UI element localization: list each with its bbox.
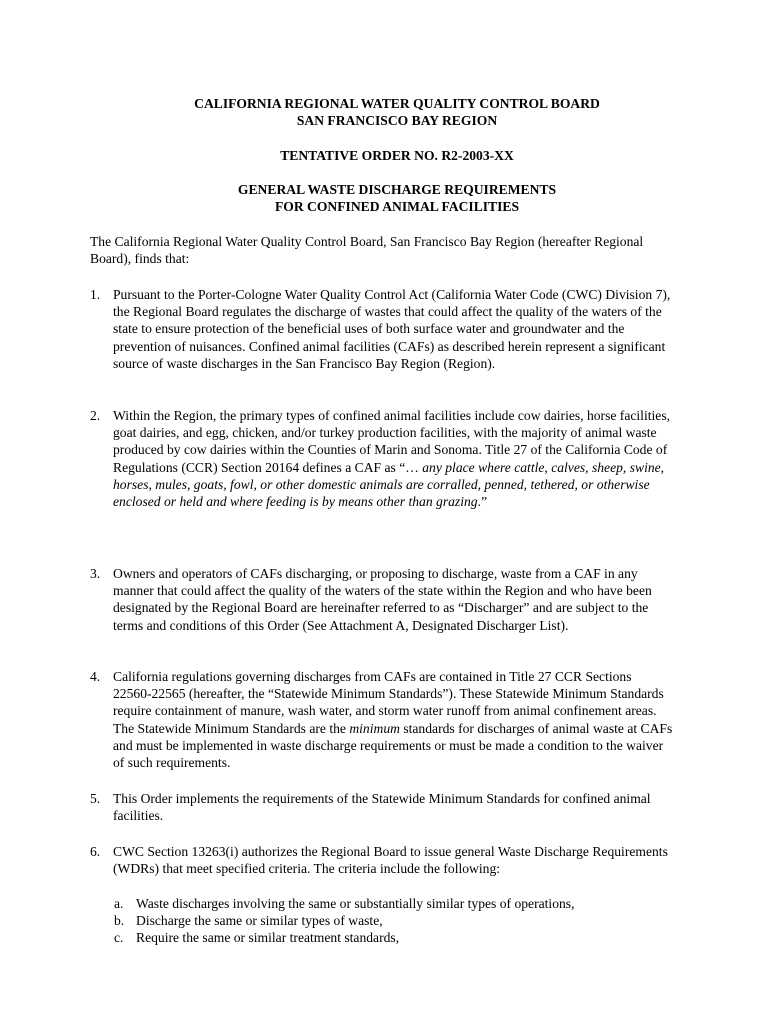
criteria-text: Discharge the same or similar types of waste, (136, 913, 383, 928)
criteria-letter: a. (114, 896, 124, 911)
agency-name: CALIFORNIA REGIONAL WATER QUALITY CONTROL BOARD (194, 96, 600, 111)
minimum-emphasis: minimum (349, 720, 400, 736)
intro-paragraph: The California Regional Water Quality Control Board, San Francisco Bay Region (hereafter Regional Board), finds that: (90, 234, 644, 267)
criteria-letter: b. (114, 913, 125, 928)
finding-text: CWC Section 13263(i) authorizes the Regional Board to issue general Waste Discharge Requirements (WDRs) that meet specified criteria. The criteria include the following: (113, 844, 668, 877)
region-name: SAN FRANCISCO BAY REGION (296, 113, 498, 128)
finding-number: 5. (90, 791, 101, 806)
finding-text: This Order implements the requirements of the Statewide Minimum Standards for confined animal facilities. (113, 791, 651, 824)
order-number: TENTATIVE ORDER NO. R2-2003-XX (280, 148, 514, 163)
finding-number: 3. (90, 566, 101, 581)
finding-text: Pursuant to the Porter-Cologne Water Quality Control Act (California Water Code (CWC) Division 7), the Regional Board regulates the discharge of wastes that could affect the quality of the waters of the state to ensure protection of the beneficial uses of both surface water and groundwater and the prevention of nuisances. Confined animal facilities (CAFs) as described herein represent a significant source of waste discharges in the San Francisco Bay Region (Region). (113, 287, 671, 371)
document-title-line-2: FOR CONFINED ANIMAL FACILITIES (274, 199, 520, 214)
document-title-line-1: GENERAL WASTE DISCHARGE REQUIREMENTS (237, 182, 557, 197)
finding-text: California regulations governing discharges from CAFs are contained in Title 27 CCR Sections 22560-22565 (hereafter, the “Statewide Minimum Standards”). These Statewide Minimum Standards require containment of manure, wash water, and storm water runoff from animal confinement areas. The Statewide Minimum Standards are the minimum standards for discharges of animal waste at CAFs and must be implemented in waste discharge requirements or must be made a condition to the waiver of such requirements. (113, 669, 673, 771)
finding-number: 4. (90, 669, 101, 684)
finding-text: Within the Region, the primary types of confined animal facilities include cow dairies, horse facilities, goat dairies, and egg, chicken, and/or turkey production facilities, with the majority of animal waste produced by cow dairies within the Counties of Marin and Sonoma. Title 27 of the California Code of Regulations (CCR) Section 20164 defines a CAF as “… any place where cattle, calves, sheep, swine, horses, mules, goats, fowl, or other domestic animals are corralled, penned, tethered, or otherwise enclosed or held and where feeding is by means other than grazing.” (113, 408, 671, 510)
finding-number: 6. (90, 844, 101, 859)
criteria-text: Waste discharges involving the same or substantially similar types of operations, (136, 896, 575, 911)
caf-definition-quote: any place where cattle, calves, sheep, swine, horses, mules, goats, fowl, or other domestic animals are corralled, penned, tethered, or otherwise enclosed or held and where feeding is by means other than grazing (113, 459, 665, 510)
finding-text: Owners and operators of CAFs discharging, or proposing to discharge, waste from a CAF in any manner that could affect the quality of the waters of the state within the Region and who have been designated by the Regional Board are hereinafter referred to as “Discharger” and are subject to the terms and conditions of this Order (See Attachment A, Designated Discharger List). (113, 566, 652, 633)
criteria-letter: c. (114, 930, 124, 945)
criteria-text: Require the same or similar treatment standards, (136, 930, 400, 945)
finding-number: 1. (90, 287, 101, 302)
finding-number: 2. (90, 408, 101, 423)
